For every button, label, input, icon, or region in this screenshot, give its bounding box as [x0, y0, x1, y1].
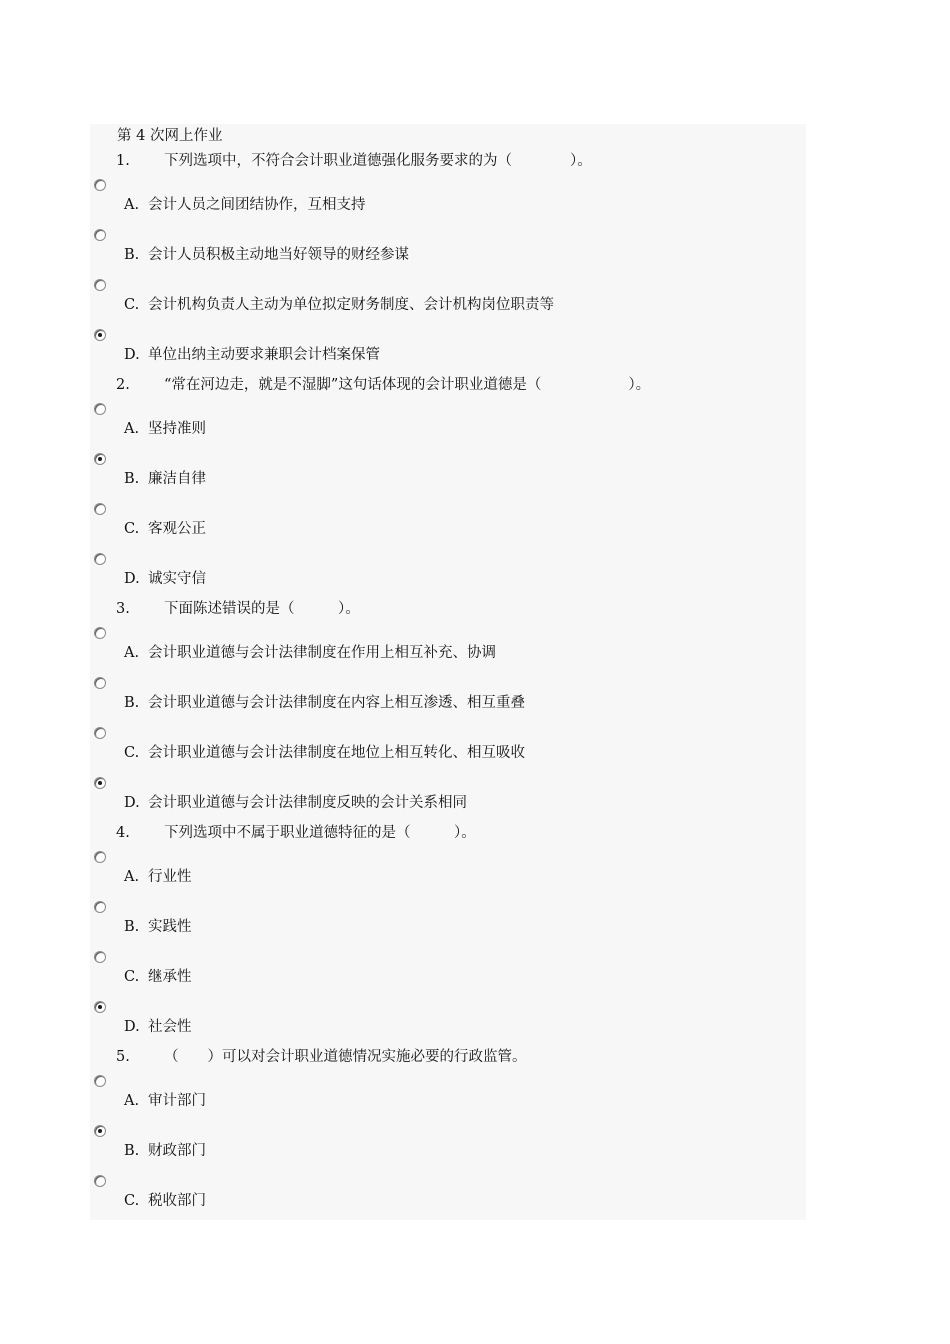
question-4: [116, 822, 476, 844]
radio-q2-b[interactable]: [94, 453, 106, 465]
radio-dot-icon: [98, 1005, 102, 1009]
option-q4-d: [124, 1016, 192, 1038]
option-q2-d: [124, 568, 206, 590]
radio-q4-d[interactable]: [94, 1001, 106, 1013]
radio-dot-icon: [98, 333, 102, 337]
question-number: 5.: [116, 1049, 130, 1065]
question-text: （ ）可以对会计职业道德情况实施必要的行政监管。: [164, 1049, 527, 1065]
option-letter: C.: [124, 521, 140, 537]
option-text: 继承性: [148, 969, 192, 985]
option-letter: B.: [124, 471, 140, 487]
radio-q4-c[interactable]: [94, 951, 106, 963]
option-q1-d: [124, 344, 380, 366]
radio-q2-d[interactable]: [94, 553, 106, 565]
option-text: 会计职业道德与会计法律制度在地位上相互转化、相互吸收: [148, 745, 525, 761]
option-q1-c: [124, 294, 554, 316]
option-letter: D.: [124, 571, 140, 587]
question-1: [116, 150, 592, 172]
radio-q5-c[interactable]: [94, 1175, 106, 1187]
option-text: 会计职业道德与会计法律制度在作用上相互补充、协调: [148, 645, 496, 661]
option-text: 财政部门: [148, 1143, 206, 1159]
option-text: 社会性: [148, 1019, 192, 1035]
option-letter: C.: [124, 1193, 140, 1209]
option-letter: D.: [124, 347, 140, 363]
radio-q4-b[interactable]: [94, 901, 106, 913]
option-text: 会计职业道德与会计法律制度在内容上相互渗透、相互重叠: [148, 695, 525, 711]
question-number: 3.: [116, 601, 130, 617]
radio-q5-a[interactable]: [94, 1075, 106, 1087]
radio-q1-d[interactable]: [94, 329, 106, 341]
option-q5-a: [124, 1090, 206, 1112]
option-text: 客观公正: [148, 521, 206, 537]
question-5: [116, 1046, 527, 1068]
question-text: “常在河边走，就是不湿脚”这句话体现的会计职业道德是（ ）。: [164, 377, 651, 393]
option-letter: B.: [124, 919, 140, 935]
option-q5-b: [124, 1140, 206, 1162]
option-letter: C.: [124, 297, 140, 313]
option-q3-d: [124, 792, 467, 814]
radio-q1-b[interactable]: [94, 229, 106, 241]
page-title: 第 4 次网上作业: [117, 128, 223, 144]
option-letter: C.: [124, 745, 140, 761]
question-3: [116, 598, 360, 620]
radio-q3-d[interactable]: [94, 777, 106, 789]
option-q4-c: [124, 966, 192, 988]
question-text: 下列选项中，不符合会计职业道德强化服务要求的为（ ）。: [164, 153, 592, 169]
option-letter: B.: [124, 695, 140, 711]
radio-q3-a[interactable]: [94, 627, 106, 639]
option-letter: B.: [124, 1143, 140, 1159]
option-q1-b: [124, 244, 409, 266]
option-letter: A.: [124, 197, 140, 213]
option-text: 行业性: [148, 869, 192, 885]
question-text: 下面陈述错误的是（ ）。: [164, 601, 360, 617]
option-text: 诚实守信: [148, 571, 206, 587]
question-text: 下列选项中不属于职业道德特征的是（ ）。: [164, 825, 476, 841]
question-number: 4.: [116, 825, 130, 841]
option-text: 会计职业道德与会计法律制度反映的会计关系相同: [148, 795, 467, 811]
option-q3-b: [124, 692, 525, 714]
option-text: 会计人员之间团结协作，互相支持: [148, 197, 366, 213]
option-q3-c: [124, 742, 525, 764]
option-text: 税收部门: [148, 1193, 206, 1209]
option-q1-a: [124, 194, 366, 216]
option-letter: C.: [124, 969, 140, 985]
option-letter: A.: [124, 421, 140, 437]
radio-dot-icon: [98, 781, 102, 785]
option-q4-a: [124, 866, 192, 888]
radio-dot-icon: [98, 1129, 102, 1133]
option-text: 坚持准则: [148, 421, 206, 437]
option-letter: A.: [124, 645, 140, 661]
option-text: 会计机构负责人主动为单位拟定财务制度、会计机构岗位职责等: [148, 297, 554, 313]
option-letter: A.: [124, 1093, 140, 1109]
option-letter: D.: [124, 795, 140, 811]
option-text: 实践性: [148, 919, 192, 935]
option-text: 单位出纳主动要求兼职会计档案保管: [148, 347, 380, 363]
option-text: 会计人员积极主动地当好领导的财经参谋: [148, 247, 409, 263]
option-letter: A.: [124, 869, 140, 885]
option-q4-b: [124, 916, 192, 938]
radio-dot-icon: [98, 457, 102, 461]
radio-q2-c[interactable]: [94, 503, 106, 515]
question-number: 2.: [116, 377, 130, 393]
option-q5-c: [124, 1190, 206, 1212]
option-letter: D.: [124, 1019, 140, 1035]
option-q2-c: [124, 518, 206, 540]
radio-q3-c[interactable]: [94, 727, 106, 739]
option-q2-b: [124, 468, 206, 490]
option-text: 审计部门: [148, 1093, 206, 1109]
question-2: [116, 374, 650, 396]
radio-q1-a[interactable]: [94, 179, 106, 191]
radio-q5-b[interactable]: [94, 1125, 106, 1137]
radio-q2-a[interactable]: [94, 403, 106, 415]
question-number: 1.: [116, 153, 130, 169]
option-q3-a: [124, 642, 496, 664]
radio-q3-b[interactable]: [94, 677, 106, 689]
radio-q1-c[interactable]: [94, 279, 106, 291]
option-q2-a: [124, 418, 206, 440]
radio-q4-a[interactable]: [94, 851, 106, 863]
option-text: 廉洁自律: [148, 471, 206, 487]
option-letter: B.: [124, 247, 140, 263]
